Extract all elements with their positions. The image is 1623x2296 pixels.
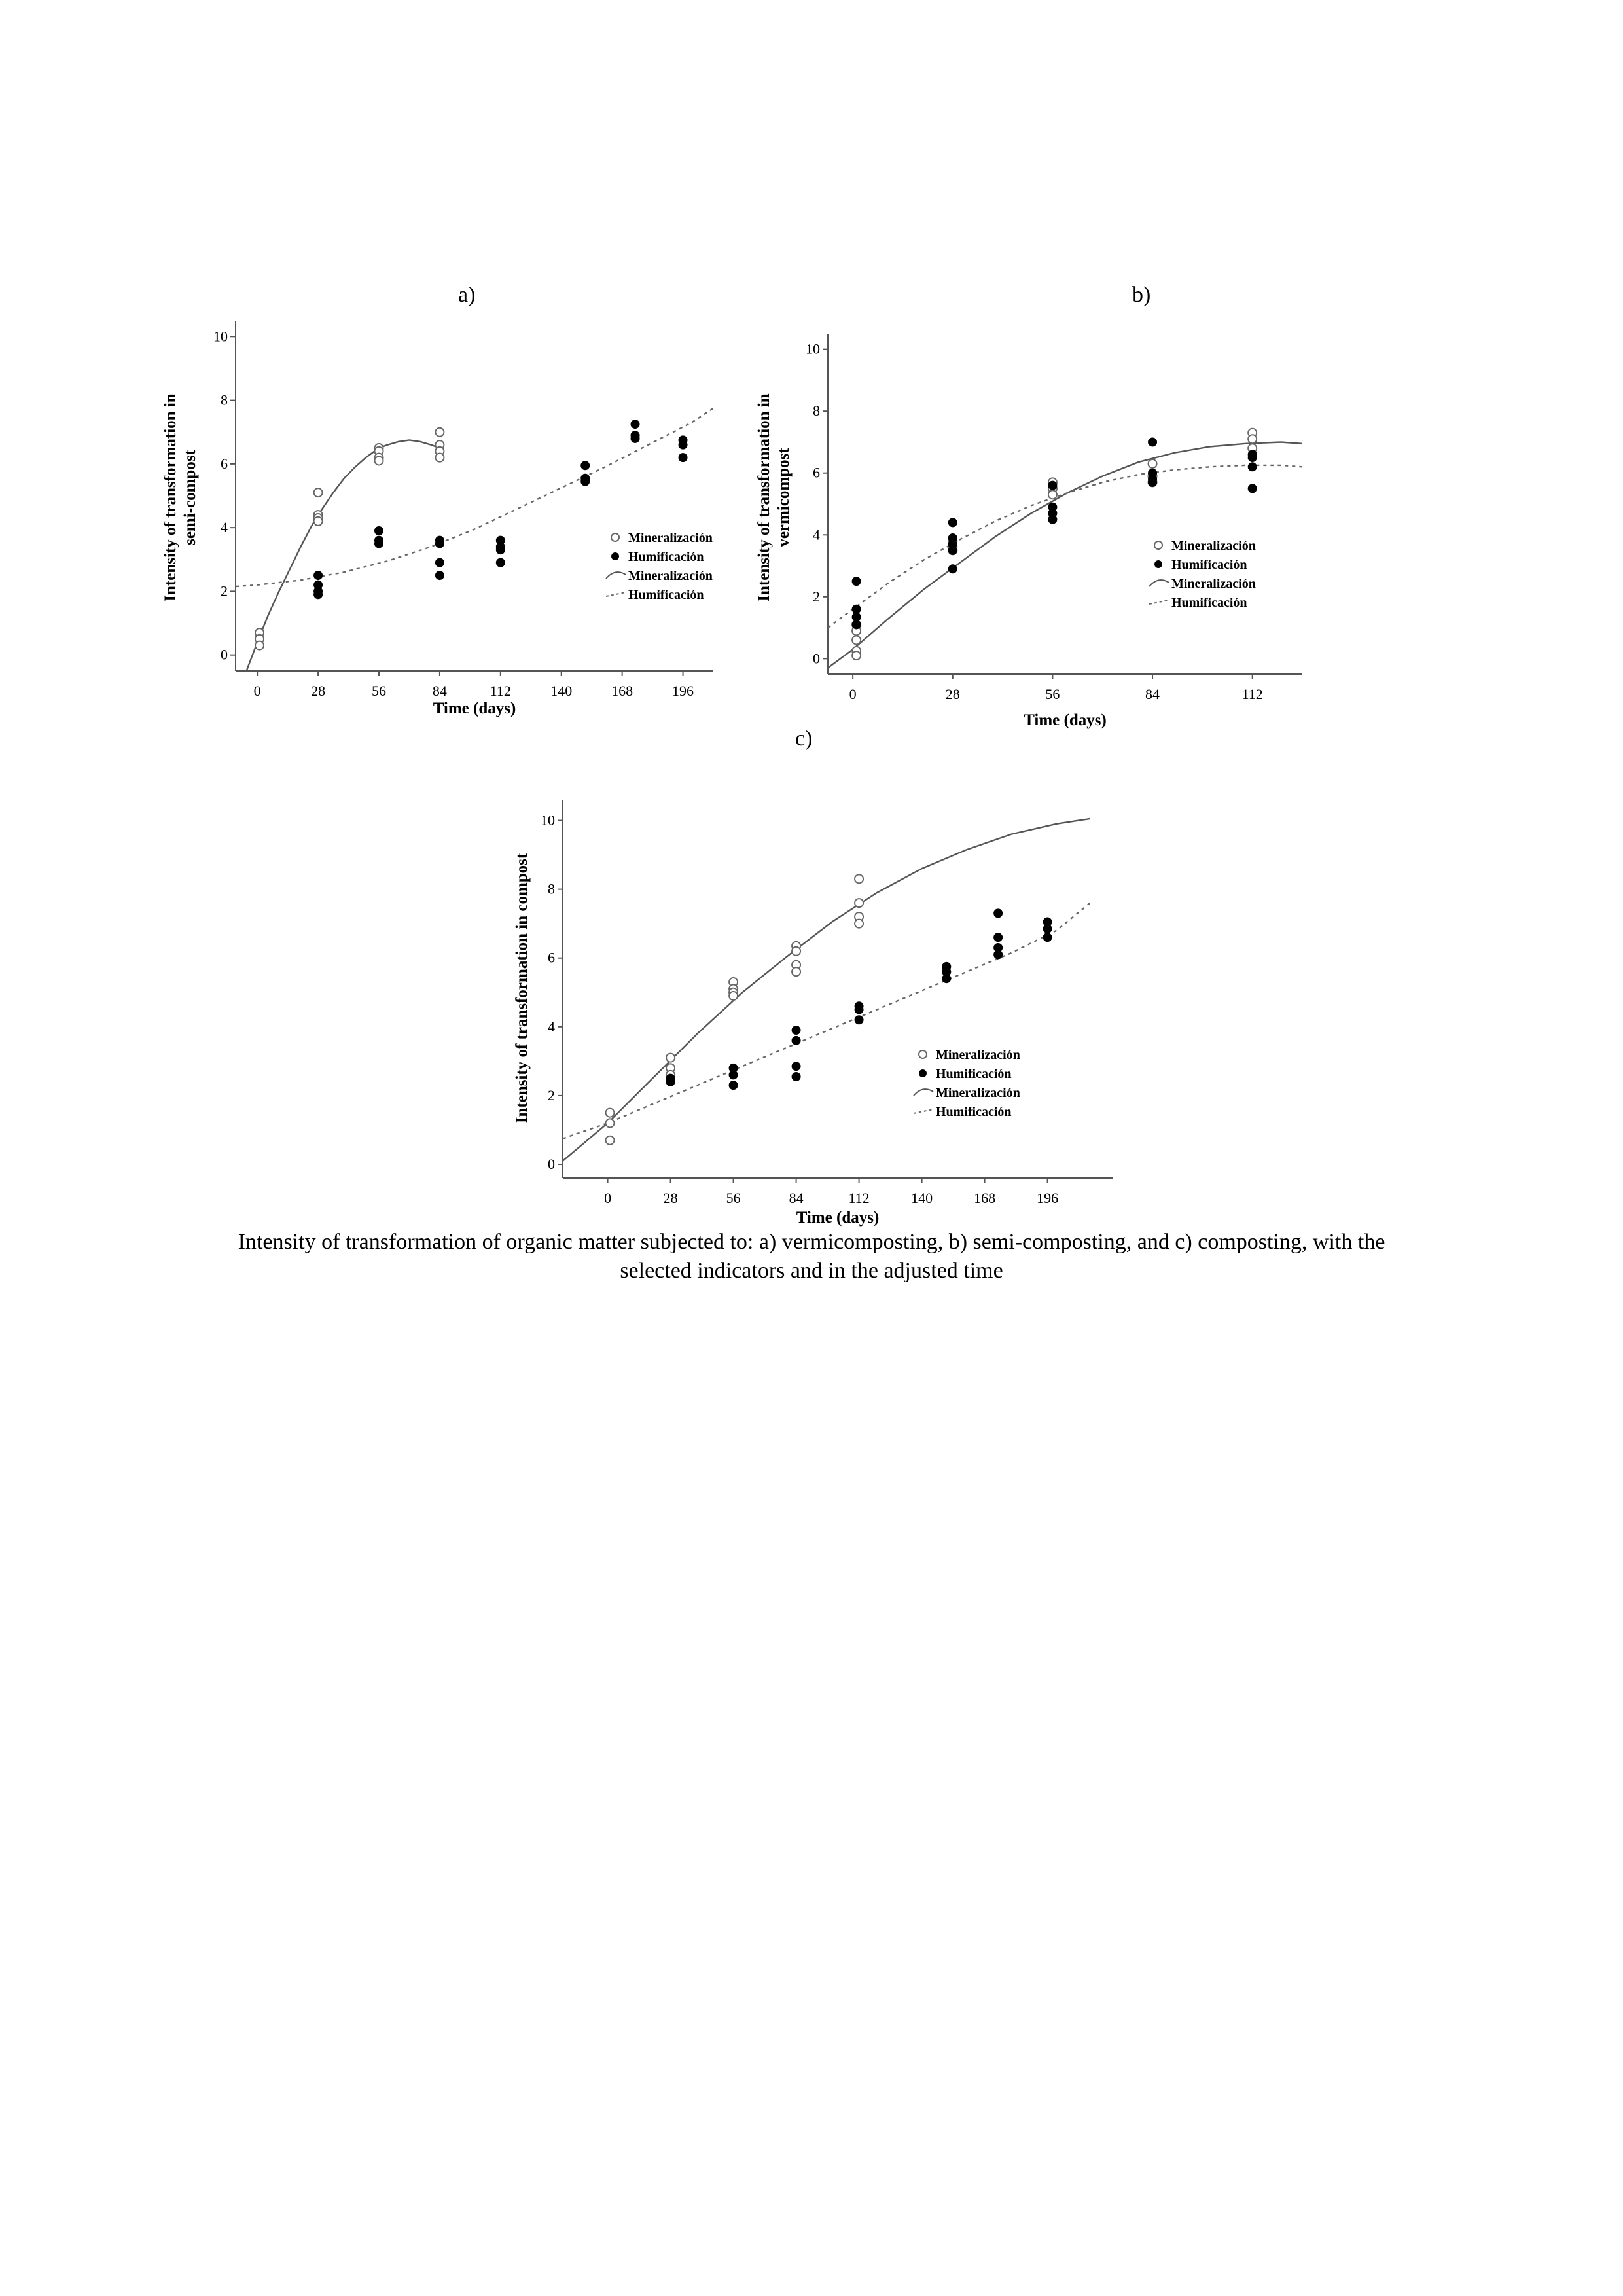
y-axis-title: semi-compost bbox=[181, 450, 199, 545]
legend-label: Humificación bbox=[936, 1067, 1012, 1081]
x-tick-label: 56 bbox=[726, 1190, 741, 1206]
humificacion-point bbox=[792, 1036, 800, 1045]
humificacion-point bbox=[1043, 933, 1052, 942]
legend bbox=[914, 1048, 1020, 1119]
y-tick-label: 8 bbox=[548, 880, 555, 897]
humificacion-point bbox=[729, 1071, 738, 1079]
legend-label: Mineralización bbox=[628, 531, 713, 545]
x-tick-label: 112 bbox=[1241, 686, 1263, 702]
legend-label: Mineralización bbox=[628, 569, 713, 583]
y-tick-label: 4 bbox=[548, 1018, 555, 1035]
x-axis-title: Time (days) bbox=[433, 700, 516, 717]
y-tick-label: 10 bbox=[213, 328, 228, 345]
y-tick-label: 6 bbox=[813, 464, 820, 481]
humificacion-point bbox=[994, 933, 1003, 942]
x-tick-label: 56 bbox=[1045, 686, 1060, 702]
humificacion-point bbox=[729, 1081, 738, 1090]
y-axis-title: Intensity of transformation in compost bbox=[513, 853, 531, 1124]
mineralizacion-point bbox=[606, 1119, 615, 1127]
humificacion-point bbox=[994, 909, 1003, 918]
mineralizacion-point bbox=[792, 967, 800, 976]
legend-filled-circle-icon bbox=[919, 1069, 927, 1077]
legend-label: Humificación bbox=[1171, 596, 1247, 610]
x-tick-label: 140 bbox=[550, 683, 573, 699]
mineralizacion-point bbox=[729, 992, 738, 1000]
caption-line-2: selected indicators and in the adjusted time bbox=[620, 1259, 1003, 1283]
panel-label-a: a) bbox=[458, 283, 476, 307]
x-tick-label: 84 bbox=[432, 683, 447, 699]
humificacion-point bbox=[792, 1026, 800, 1035]
humificacion-point bbox=[855, 1005, 863, 1014]
x-tick-label: 28 bbox=[311, 683, 326, 699]
x-tick-label: 56 bbox=[372, 683, 386, 699]
x-axis-title: Time (days) bbox=[1024, 711, 1107, 729]
x-tick-label: 140 bbox=[911, 1190, 933, 1206]
x-tick-label: 84 bbox=[789, 1190, 804, 1206]
y-tick-label: 2 bbox=[221, 583, 228, 600]
legend-label: Humificación bbox=[936, 1105, 1012, 1119]
legend-open-circle-icon bbox=[919, 1050, 927, 1058]
y-axis-title: Intensity of transformation in bbox=[162, 393, 179, 601]
legend-label: Mineralización bbox=[936, 1048, 1020, 1062]
x-tick-label: 0 bbox=[253, 683, 261, 699]
legend-dotted-line-icon bbox=[914, 1109, 933, 1113]
y-tick-label: 6 bbox=[221, 455, 228, 472]
legend-label: Humificación bbox=[1171, 558, 1247, 572]
panel-label-c: c) bbox=[795, 726, 813, 751]
x-tick-label: 168 bbox=[611, 683, 633, 699]
x-tick-label: 112 bbox=[848, 1190, 870, 1206]
legend-label: Humificación bbox=[628, 588, 704, 602]
legend-label: Humificación bbox=[628, 550, 704, 564]
y-tick-label: 8 bbox=[813, 403, 820, 420]
x-tick-label: 0 bbox=[849, 686, 857, 702]
x-tick-label: 28 bbox=[945, 686, 960, 702]
x-tick-label: 168 bbox=[974, 1190, 996, 1206]
mineralizacion-point bbox=[666, 1054, 675, 1062]
legend-label: Mineralización bbox=[936, 1086, 1020, 1100]
mineralizacion-point bbox=[792, 947, 800, 956]
y-tick-label: 10 bbox=[806, 340, 820, 357]
y-tick-label: 0 bbox=[221, 646, 228, 663]
humificacion-point bbox=[942, 975, 951, 983]
y-tick-label: 0 bbox=[813, 650, 820, 667]
mineralizacion-point bbox=[855, 920, 863, 928]
humificacion-point bbox=[994, 950, 1003, 959]
y-tick-label: 0 bbox=[548, 1155, 555, 1172]
mineralizacion-point bbox=[855, 874, 863, 883]
x-tick-label: 84 bbox=[1145, 686, 1160, 702]
x-axis-title: Time (days) bbox=[796, 1209, 880, 1227]
y-tick-label: 6 bbox=[548, 949, 555, 966]
y-tick-label: 4 bbox=[813, 526, 820, 543]
humificacion-point bbox=[792, 1072, 800, 1081]
x-tick-label: 0 bbox=[604, 1190, 612, 1206]
humificacion-point bbox=[855, 1016, 863, 1024]
humificacion-fit-line bbox=[563, 903, 1090, 1139]
humificacion-point bbox=[666, 1077, 675, 1086]
y-tick-label: 2 bbox=[813, 588, 820, 605]
legend-label: Mineralización bbox=[1171, 577, 1256, 591]
legend-solid-line-icon bbox=[914, 1089, 933, 1096]
x-tick-label: 28 bbox=[663, 1190, 678, 1206]
y-axis-title: Intensity of transformation in bbox=[755, 393, 773, 601]
panel-label-b: b) bbox=[1132, 283, 1151, 307]
y-tick-label: 10 bbox=[541, 812, 555, 829]
x-tick-label: 196 bbox=[672, 683, 694, 699]
x-tick-label: 196 bbox=[1037, 1190, 1059, 1206]
y-axis-title: vermicompost bbox=[775, 448, 793, 547]
x-tick-label: 112 bbox=[490, 683, 511, 699]
legend-label: Mineralización bbox=[1171, 539, 1256, 553]
mineralizacion-point bbox=[606, 1109, 615, 1117]
humificacion-point bbox=[1043, 925, 1052, 933]
y-tick-label: 2 bbox=[548, 1086, 555, 1103]
humificacion-point bbox=[792, 1062, 800, 1071]
mineralizacion-point bbox=[606, 1136, 615, 1145]
caption-line-1: Intensity of transformation of organic matter subjected to: a) vermicomposting, b) semi-composting, and c) composting, with the bbox=[238, 1230, 1385, 1254]
y-tick-label: 8 bbox=[221, 391, 228, 408]
figure-caption bbox=[131, 1228, 1492, 1285]
y-tick-label: 4 bbox=[221, 519, 228, 536]
mineralizacion-point bbox=[855, 899, 863, 907]
